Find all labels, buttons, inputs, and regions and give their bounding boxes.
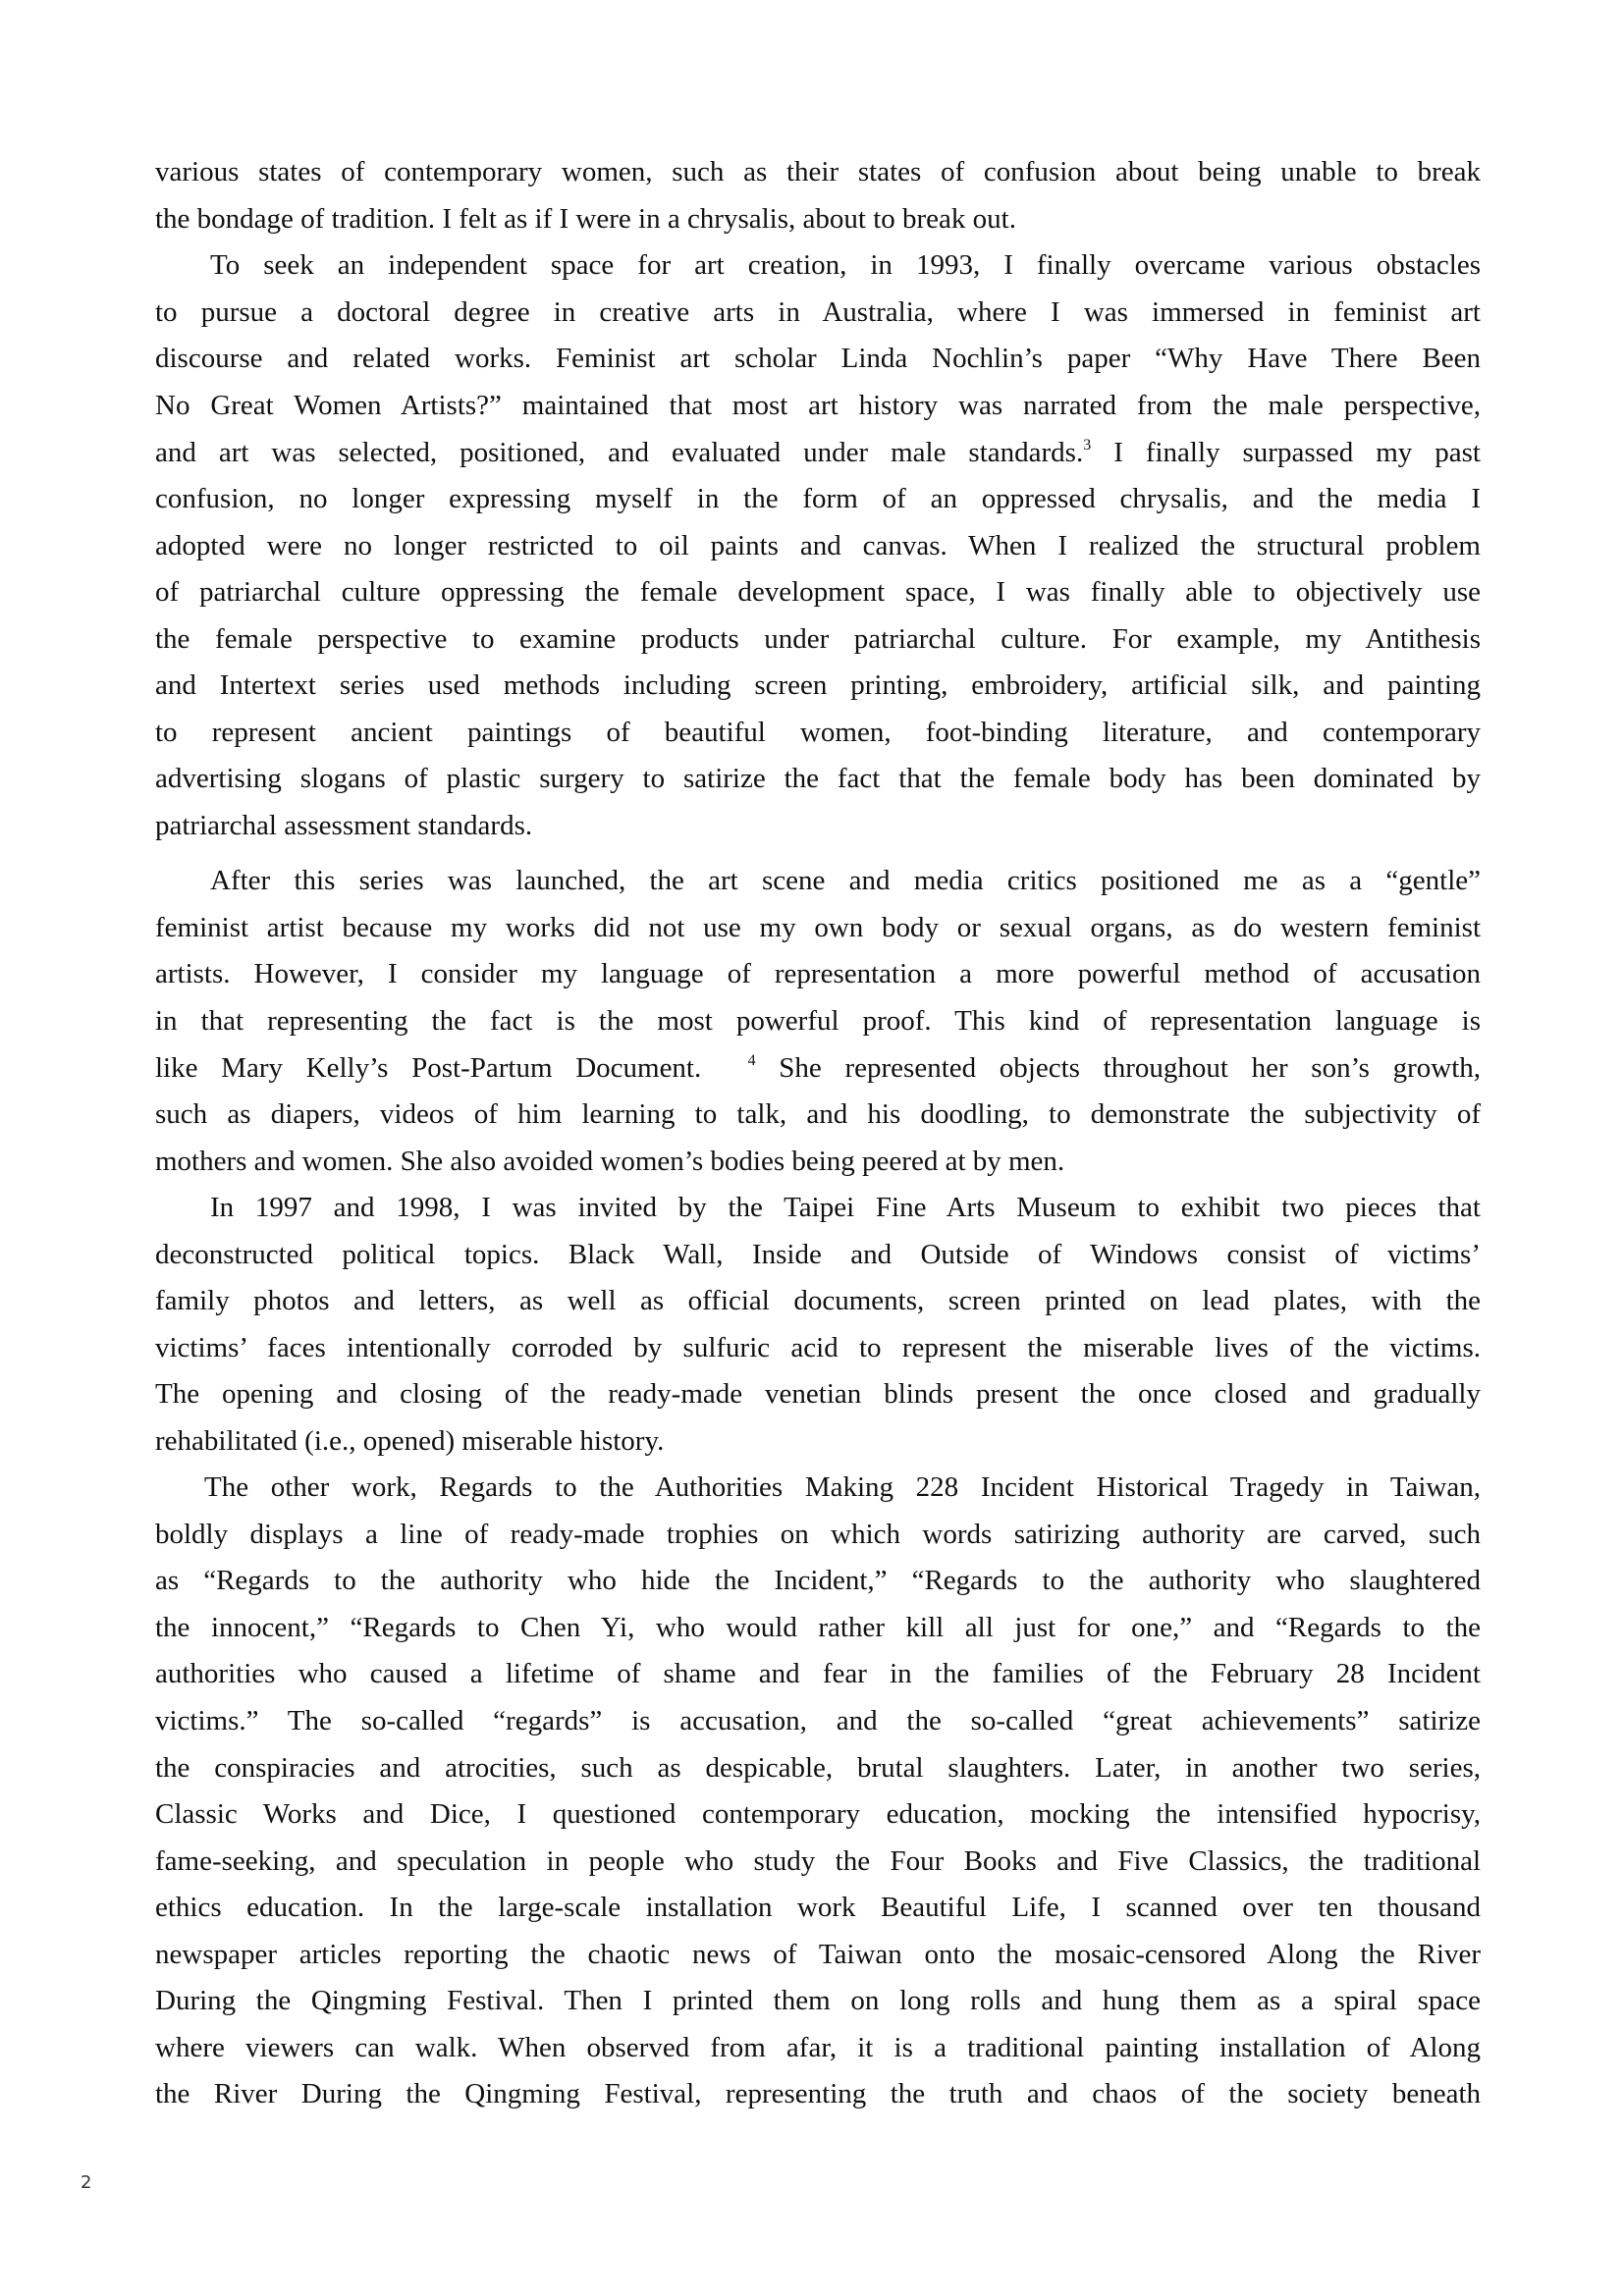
- text-line: ethics education. In the large-scale installation work Beautiful Life, I scanned over ten thousand: [155, 1892, 1481, 1923]
- text-line: the River During the Qingming Festival, representing the truth and chaos of the society beneath: [155, 2078, 1481, 2109]
- page-number: 2: [81, 2172, 92, 2193]
- text-line: boldly displays a line of ready-made trophies on which words satirizing authority are carved, such: [155, 1519, 1481, 1550]
- text-line: [155, 1051, 1481, 1085]
- text-line: During the Qingming Festival. Then I printed them on long rolls and hung them as a spiral space: [155, 1985, 1481, 2016]
- text-segment: I finally surpassed my past: [1091, 437, 1481, 468]
- text-line: Classic Works and Dice, I questioned contemporary education, mocking the intensified hypocrisy,: [155, 1798, 1481, 1830]
- text-line: patriarchal assessment standards.: [155, 810, 533, 841]
- text-line: authorities who caused a lifetime of shame and fear in the families of the February 28 Incident: [155, 1658, 1481, 1689]
- text-line: [155, 436, 1481, 469]
- text-line: and Intertext series used methods including screen printing, embroidery, artificial silk, and painting: [155, 669, 1481, 701]
- text-segment: like Mary Kelly’s Post-Partum Document.: [155, 1052, 702, 1084]
- footnote-marker-4[interactable]: 4: [747, 1052, 756, 1069]
- text-line: To seek an independent space for art creation, in 1993, I finally overcame various obstacles: [210, 249, 1481, 281]
- text-segment: She represented objects throughout her son’s growth,: [755, 1052, 1482, 1084]
- text-line: family photos and letters, as well as official documents, screen printed on lead plates, with the: [155, 1285, 1481, 1316]
- text-line: in that representing the fact is the most powerful proof. This kind of representation language is: [155, 1005, 1481, 1037]
- text-line: the bondage of tradition. I felt as if I were in a chrysalis, about to break out.: [155, 203, 1016, 235]
- text-line: where viewers can walk. When observed from afar, it is a traditional painting installation of Along: [155, 2032, 1481, 2063]
- text-line: feminist artist because my works did not use my own body or sexual organs, as do western feminist: [155, 912, 1481, 943]
- text-line: advertising slogans of plastic surgery to satirize the fact that the female body has been dominated by: [155, 763, 1481, 794]
- text-line: newspaper articles reporting the chaotic news of Taiwan onto the mosaic-censored Along the River: [155, 1939, 1481, 1970]
- text-line: the innocent,” “Regards to Chen Yi, who would rather kill all just for one,” and “Regards to the: [155, 1612, 1481, 1643]
- text-line: victims.” The so-called “regards” is accusation, and the so-called “great achievements” satirize: [155, 1705, 1481, 1736]
- text-line: No Great Women Artists?” maintained that most art history was narrated from the male perspective,: [155, 390, 1481, 421]
- text-line: artists. However, I consider my language of representation a more powerful method of accusation: [155, 958, 1481, 989]
- text-line: of patriarchal culture oppressing the female development space, I was finally able to objectively use: [155, 576, 1481, 608]
- text-line: to pursue a doctoral degree in creative arts in Australia, where I was immersed in feminist art: [155, 296, 1481, 328]
- text-line: The opening and closing of the ready-made venetian blinds present the once closed and gradually: [155, 1378, 1481, 1410]
- text-line: as “Regards to the authority who hide the Incident,” “Regards to the authority who slaughtered: [155, 1565, 1481, 1596]
- text-line: rehabilitated (i.e., opened) miserable history.: [155, 1425, 665, 1457]
- text-line: mothers and women. She also avoided women’s bodies being peered at by men.: [155, 1146, 1065, 1177]
- text-line: victims’ faces intentionally corroded by sulfuric acid to represent the miserable lives of the victims.: [155, 1332, 1481, 1363]
- text-line: discourse and related works. Feminist art scholar Linda Nochlin’s paper “Why Have There Been: [155, 343, 1481, 374]
- text-line: to represent ancient paintings of beautiful women, foot-binding literature, and contemporary: [155, 717, 1481, 748]
- text-line: confusion, no longer expressing myself in the form of an oppressed chrysalis, and the media I: [155, 483, 1481, 514]
- text-line: In 1997 and 1998, I was invited by the Taipei Fine Arts Museum to exhibit two pieces that: [210, 1192, 1481, 1223]
- text-segment: and art was selected, positioned, and evaluated under male standards.: [155, 437, 1084, 468]
- text-line: After this series was launched, the art scene and media critics positioned me as a “gentle”: [210, 865, 1481, 896]
- text-line: fame-seeking, and speculation in people who study the Four Books and Five Classics, the traditional: [155, 1845, 1481, 1877]
- text-line: adopted were no longer restricted to oil paints and canvas. When I realized the structural problem: [155, 530, 1481, 561]
- text-line: the female perspective to examine products under patriarchal culture. For example, my Antithesis: [155, 623, 1481, 655]
- text-line: deconstructed political topics. Black Wall, Inside and Outside of Windows consist of victims’: [155, 1239, 1481, 1270]
- text-line: such as diapers, videos of him learning to talk, and his doodling, to demonstrate the subjectivity of: [155, 1098, 1481, 1130]
- footnote-marker-3[interactable]: 3: [1083, 437, 1092, 454]
- text-line: various states of contemporary women, such as their states of confusion about being unable to break: [155, 156, 1481, 187]
- text-line: the conspiracies and atrocities, such as despicable, brutal slaughters. Later, in another two series,: [155, 1752, 1481, 1784]
- text-line: The other work, Regards to the Authorities Making 228 Incident Historical Tragedy in Taiwan,: [204, 1471, 1481, 1503]
